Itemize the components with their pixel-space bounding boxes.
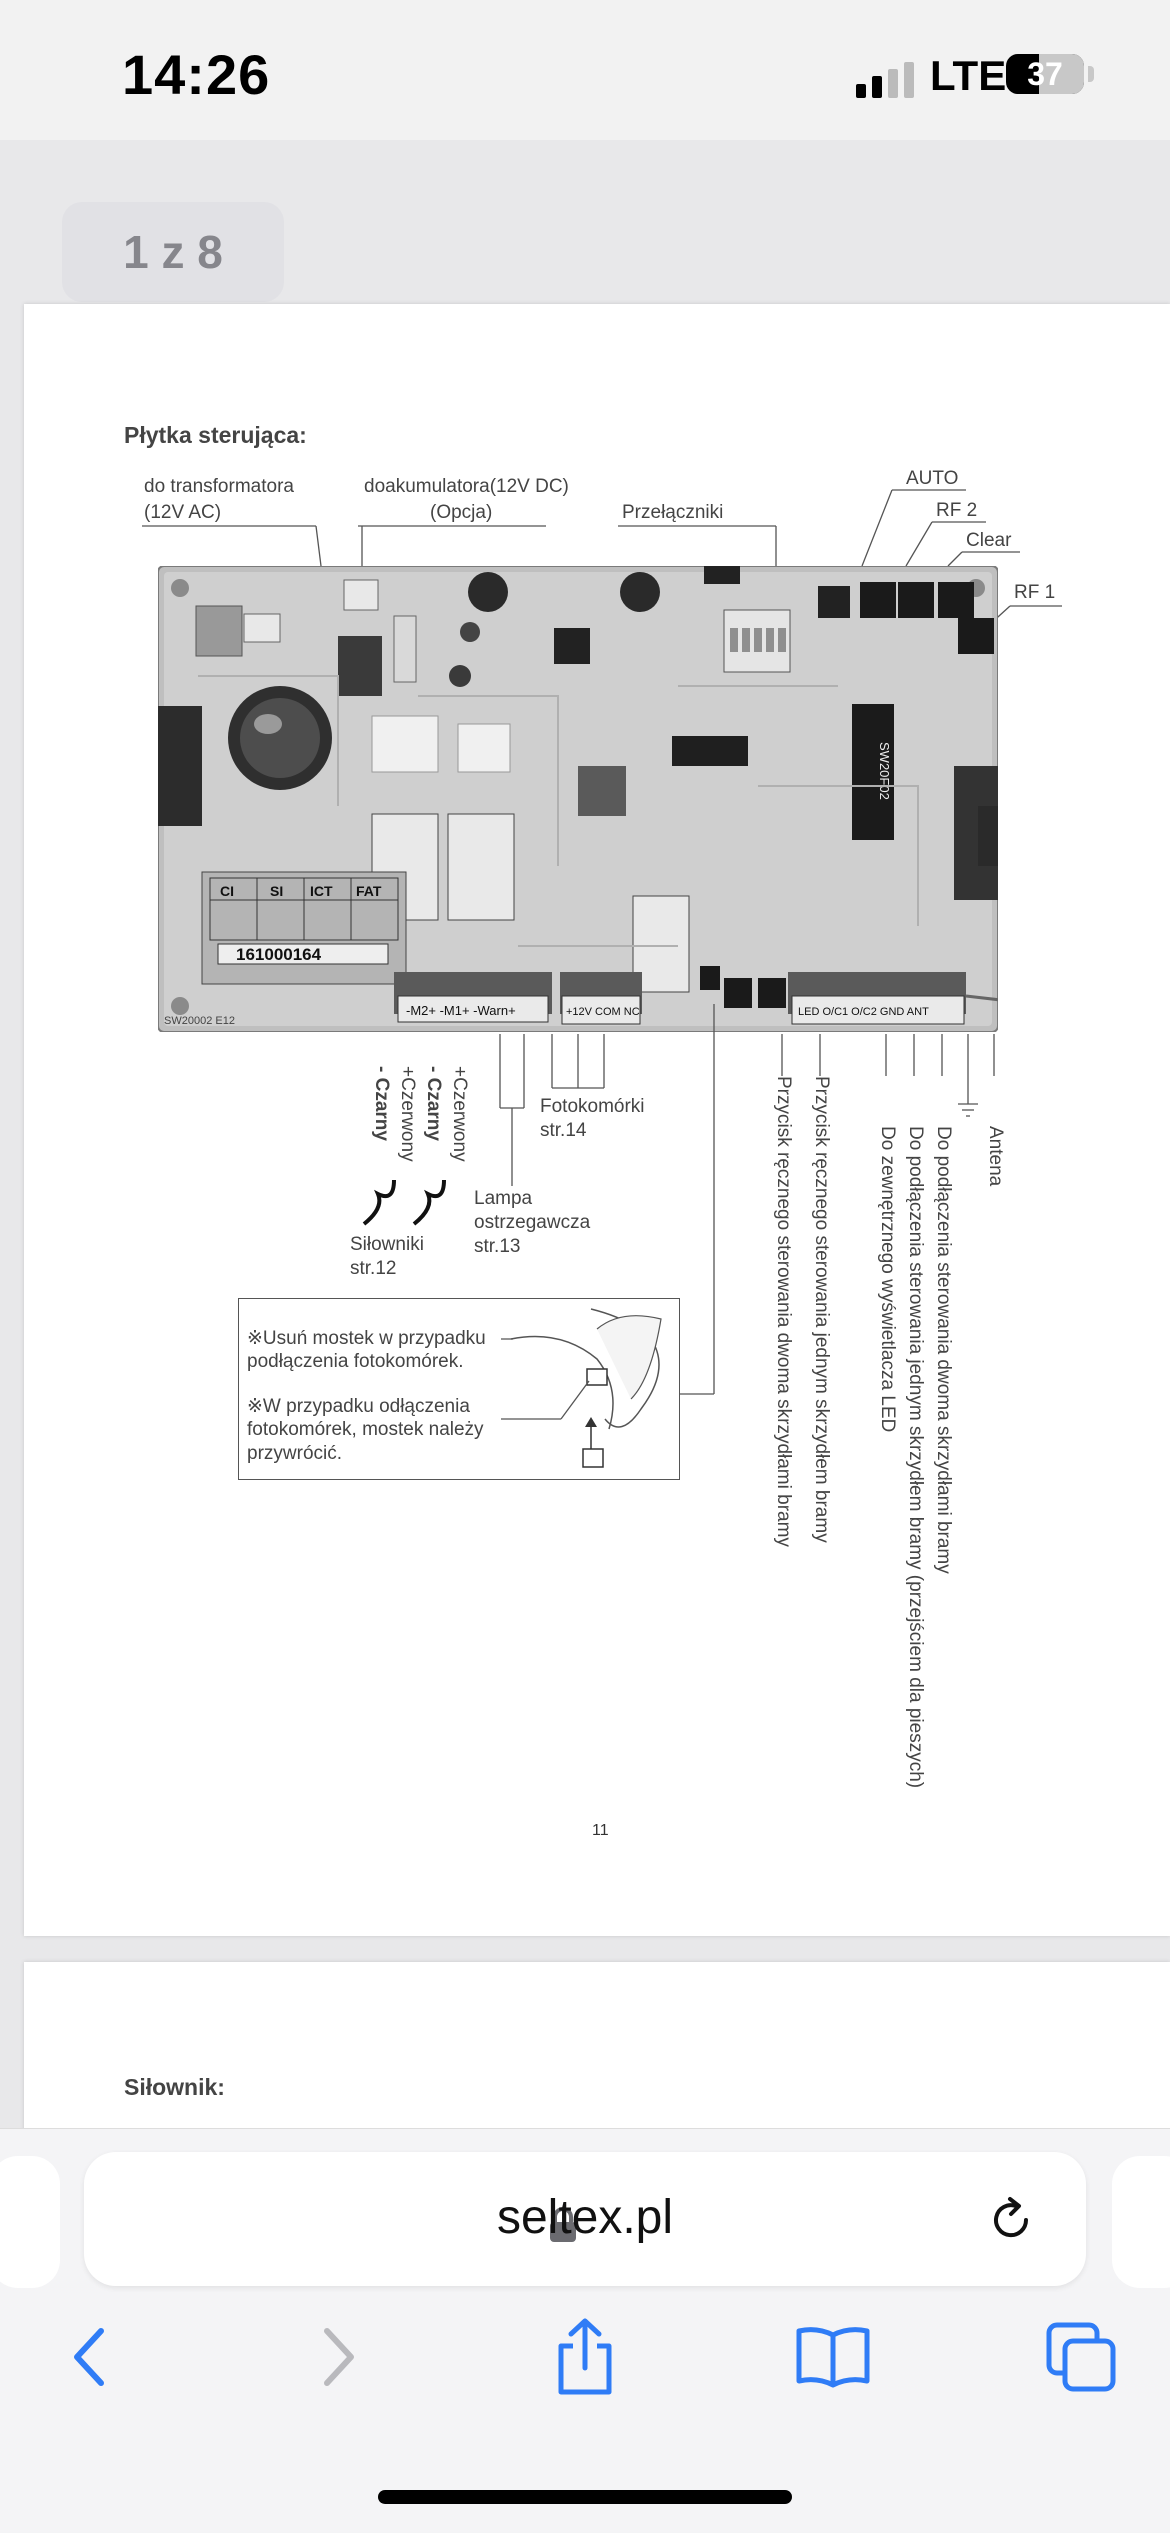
- note-line-5: przywrócić.: [247, 1443, 343, 1464]
- battery-level: 37: [1027, 56, 1063, 92]
- jumper-note-box: [238, 1298, 680, 1480]
- svg-text:ICT: ICT: [310, 883, 333, 899]
- svg-text:FAT: FAT: [356, 883, 382, 899]
- bookmarks-button[interactable]: [788, 2312, 878, 2402]
- wire-m1-minus: - Czarny: [423, 1066, 444, 1141]
- wire-m2-plus: +Czerwony: [397, 1066, 418, 1162]
- note-line-1: ※Usuń mostek w przypadku: [247, 1328, 486, 1349]
- label-photocells-2: str.14: [540, 1120, 587, 1141]
- home-indicator: [378, 2490, 792, 2504]
- label-led-display: Do zewnętrznego wyświetlacza LED: [877, 1126, 898, 1433]
- chip-label: SW20F02: [877, 742, 892, 800]
- next-tab-peek[interactable]: [1112, 2156, 1170, 2288]
- label-battery-2: (Opcja): [430, 502, 493, 523]
- label-double-leaf-control: Do podłączenia sterowania dwoma skrzydłami bramy: [933, 1126, 954, 1574]
- label-rf1: RF 1: [1014, 582, 1056, 603]
- label-switches: Przełączniki: [622, 502, 724, 523]
- address-bar[interactable]: [84, 2152, 1086, 2286]
- tabs-button[interactable]: [1036, 2312, 1126, 2402]
- label-photocells-1: Fotokomórki: [540, 1096, 645, 1117]
- tabs-icon: [1045, 2321, 1117, 2393]
- battery-tip: [1088, 66, 1094, 82]
- label-battery-1: doakumulatora(12V DC): [364, 476, 569, 497]
- svg-text:SW20002 E12: SW20002 E12: [164, 1015, 235, 1027]
- next-section-title: Siłownik:: [124, 2074, 225, 2100]
- label-lamp-3: str.13: [474, 1236, 521, 1257]
- forward-button[interactable]: [294, 2312, 384, 2402]
- signal-icon: [856, 62, 920, 98]
- label-rf2: RF 2: [936, 500, 978, 521]
- previous-tab-peek[interactable]: [0, 2156, 60, 2288]
- label-single-leaf-control: Do podłączenia sterowania jednym skrzydłem bramy (przejściem dla pieszych): [905, 1126, 926, 1789]
- label-transformer-1: do transformatora: [144, 476, 294, 497]
- label-actuators-1: Siłowniki: [350, 1234, 424, 1255]
- share-icon: [553, 2318, 617, 2396]
- svg-text:LED O/C1 O/C2 GND ANT: LED O/C1 O/C2 GND ANT: [798, 1006, 929, 1018]
- svg-text:SI: SI: [270, 883, 284, 899]
- reload-icon[interactable]: [986, 2194, 1036, 2244]
- url-text[interactable]: seltex.pl: [496, 2191, 674, 2244]
- label-transformer-2: (12V AC): [144, 502, 222, 523]
- label-lamp-1: Lampa: [474, 1188, 533, 1209]
- section-title: Płytka sterująca:: [124, 422, 307, 448]
- note-line-4: fotokomórek, mostek należy: [247, 1419, 484, 1440]
- label-antenna: Antena: [985, 1126, 1006, 1187]
- label-clear: Clear: [966, 530, 1012, 551]
- network-type: LTE: [930, 52, 1007, 99]
- label-auto: AUTO: [906, 468, 959, 489]
- share-button[interactable]: [540, 2312, 630, 2402]
- note-line-3: ※W przypadku odłączenia: [247, 1396, 470, 1417]
- label-single-leaf-button: Przycisk ręcznego sterowania jednym skrzydłem bramy: [811, 1076, 832, 1543]
- page-indicator: 1 z 8: [62, 202, 284, 302]
- label-double-leaf-button: Przycisk ręcznego sterowania dwoma skrzydłami bramy: [773, 1076, 794, 1547]
- svg-text:161000164: 161000164: [236, 945, 322, 964]
- book-icon: [795, 2325, 871, 2389]
- svg-text:CI: CI: [220, 883, 234, 899]
- pdf-page: [24, 304, 1170, 1936]
- status-time: 14:26: [122, 43, 271, 106]
- jumper-illustration: [501, 1299, 677, 1477]
- back-button[interactable]: [44, 2312, 134, 2402]
- status-bar: [0, 0, 1170, 140]
- label-actuators-2: str.12: [350, 1258, 397, 1279]
- svg-text:-M2+ -M1+ -Warn+: -M2+ -M1+ -Warn+: [406, 1003, 516, 1018]
- chevron-right-icon: [319, 2325, 359, 2389]
- battery-icon: [1006, 54, 1084, 94]
- wire-m1-plus: +Czerwony: [449, 1066, 470, 1162]
- label-lamp-2: ostrzegawcza: [474, 1212, 591, 1233]
- chevron-left-icon: [69, 2325, 109, 2389]
- svg-text:+12V COM NC: +12V COM NC: [566, 1006, 640, 1018]
- control-board-photo: [158, 566, 998, 1032]
- page-number: 11: [592, 1822, 609, 1839]
- note-line-2: podłączenia fotokomórek.: [247, 1351, 464, 1372]
- wire-m2-minus: - Czarny: [371, 1066, 392, 1141]
